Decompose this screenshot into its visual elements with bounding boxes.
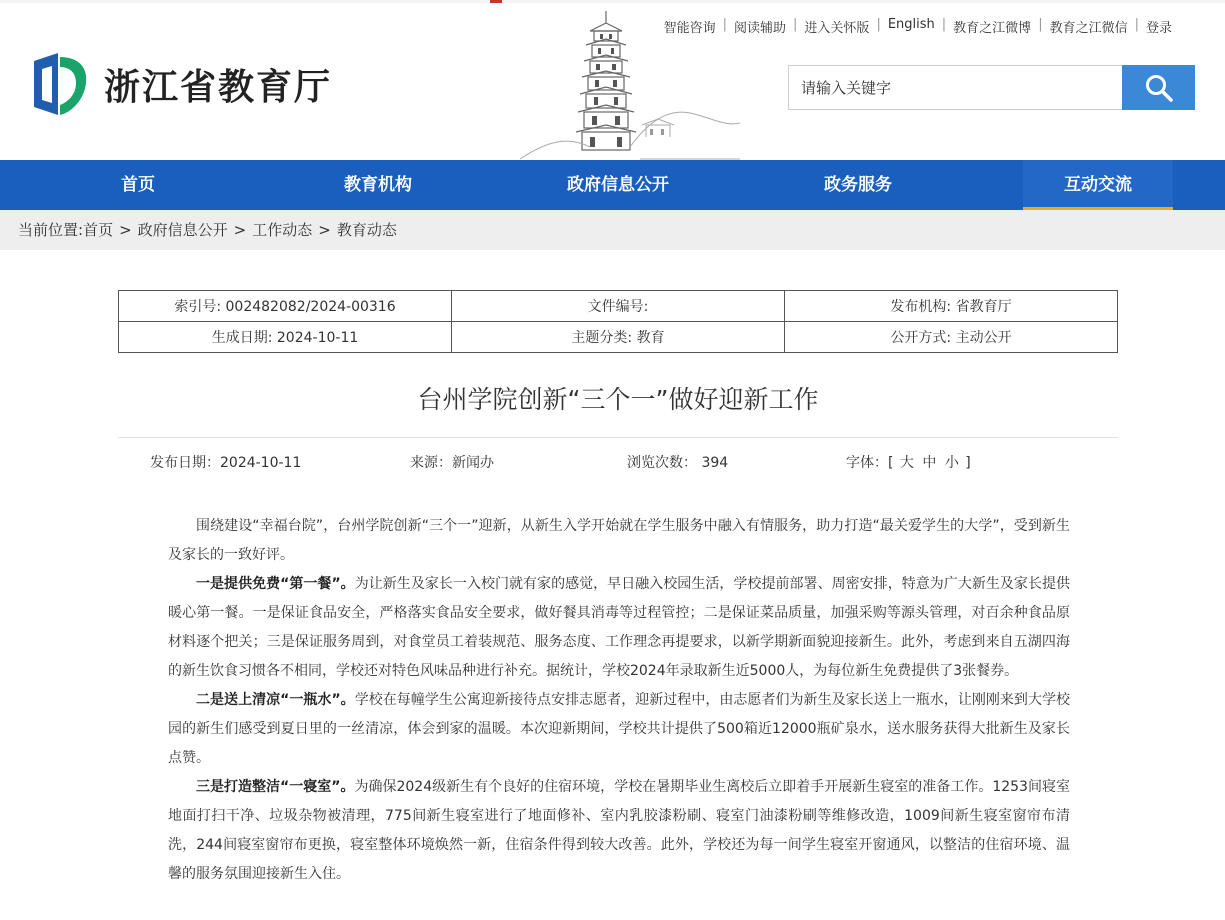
top-link-weibo[interactable]: 教育之江微博 xyxy=(953,21,1032,36)
logo-mark-icon xyxy=(28,51,90,117)
nav-item-institutions[interactable]: 教育机构 xyxy=(344,175,412,195)
breadcrumb-sep: > xyxy=(119,221,132,239)
font-size-close: ] xyxy=(965,455,971,471)
site-name: 浙江省教育厅 xyxy=(104,65,333,108)
meta-publisher: 发布机构: 省教育厅 xyxy=(785,291,1118,322)
paragraph-heading: 三是打造整洁“一寝室”。 xyxy=(196,779,355,795)
meta-open-mode: 公开方式: 主动公开 xyxy=(785,322,1118,353)
search-input[interactable] xyxy=(788,65,1122,110)
nav-item-services[interactable]: 政务服务 xyxy=(824,175,892,195)
nav-item-gov-info[interactable]: 政府信息公开 xyxy=(567,175,669,195)
main-nav xyxy=(0,160,1225,210)
paragraph-heading: 二是送上清凉“一瓶水”。 xyxy=(196,692,355,708)
top-link-care-version[interactable]: 进入关怀版 xyxy=(804,21,870,36)
font-large-button[interactable]: 大 xyxy=(899,455,914,471)
header xyxy=(0,3,1225,160)
search-icon xyxy=(1144,73,1174,103)
breadcrumb xyxy=(0,210,1225,250)
nav-item-home[interactable]: 首页 xyxy=(121,175,155,195)
paragraph-text: 学校在每幢学生公寓迎新接待点安排志愿者，迎新过程中，由志愿者们为新生及家长送上一瓶水，让刚刚来到大学校园的新生们感受到夏日里的一丝清凉，体会到家的温暖。本次迎新期间，学校共计提供了500箱近12000瓶矿泉水，送水服务获得大批新生及家长点赞。 xyxy=(168,692,1071,766)
font-small-button[interactable]: 小 xyxy=(944,455,959,471)
meta-category: 主题分类: 教育 xyxy=(452,322,785,353)
paragraph-text: 为确保2024级新生有个良好的住宿环境，学校在暑期毕业生离校后立即着手开展新生寝室的准备工作。1253间寝室地面打扫干净、垃圾杂物被清理，775间新生寝室进行了地面修补、室内乳胶漆粉刷、寝室门油漆粉刷等维修改造，1009间新生寝室窗帘布清洗，244间寝室窗帘布更换，寝室整体环境焕然一新，住宿条件得到较大改善。此外，学校还为每一间学生寝室开窗通风，以整洁的住宿环境、温馨的服务氛围迎接新生入住。 xyxy=(168,779,1070,882)
article-body xyxy=(168,512,1070,889)
meta-index-no: 索引号: 002482082/2024-00316 xyxy=(119,291,452,322)
top-link-wechat[interactable]: 教育之江微信 xyxy=(1049,21,1128,36)
top-link-english[interactable]: English xyxy=(887,17,935,32)
paragraph-text: 为让新生及家长一入校门就有家的感觉，早日融入校园生活，学校提前部署、周密安排，特意为广大新生及家长提供暖心第一餐。一是保证食品安全，严格落实食品安全要求，做好餐具消毒等过程管控；二是保证菜品质量，加强采购等源头管理，对百余种食品原材料逐个把关；三是保证服务周到，对食堂员工着装规范、服务态度、工作理念再提要求，以新学期新面貌迎接新生。此外，考虑到来自五湖四海的新生饮食习惯各不相同，学校还对特色风味品种进行补充。据统计，学校2024年录取新生近5000人，为每位新生免费提供了3张餐券。 xyxy=(168,576,1071,679)
breadcrumb-gov-info[interactable]: 政府信息公开 xyxy=(137,221,228,239)
breadcrumb-sep: > xyxy=(233,221,247,239)
publish-date: 发布日期：2024-10-11 xyxy=(150,455,302,471)
breadcrumb-prefix: 当前位置: xyxy=(18,221,84,239)
breadcrumb-work-news[interactable]: 工作动态 xyxy=(252,221,313,239)
title-divider xyxy=(118,437,1118,438)
view-count: 浏览次数： 394 xyxy=(627,455,729,471)
top-link-reading-aid[interactable]: 阅读辅助 xyxy=(734,21,787,36)
top-links: 智能咨询 | 阅读辅助 | 进入关怀版 | English | 教育之江微博 | 教育之江微信 | 登录 xyxy=(657,17,1179,36)
meta-doc-no: 文件编号: xyxy=(452,291,785,322)
font-medium-button[interactable]: 中 xyxy=(922,455,937,471)
article-paragraph xyxy=(168,773,1070,889)
font-size-control xyxy=(846,452,971,472)
breadcrumb-home[interactable]: 首页 xyxy=(83,221,114,239)
paragraph-heading: 一是提供免费“第一餐”。 xyxy=(196,576,355,592)
top-link-login[interactable]: 登录 xyxy=(1145,21,1172,36)
font-size-label: 字体：[ xyxy=(846,455,894,471)
document-meta-table xyxy=(118,290,1118,353)
site-logo[interactable] xyxy=(28,47,358,121)
search-button[interactable] xyxy=(1122,65,1195,110)
breadcrumb-sep: > xyxy=(318,221,331,239)
article-paragraph xyxy=(168,570,1070,686)
meta-created: 生成日期: 2024-10-11 xyxy=(119,322,452,353)
article-paragraph: 围绕建设“幸福台院”，台州学院创新“三个一”迎新，从新生入学开始就在学生服务中融入有情服务，助力打造“最关爱学生的大学”，受到新生及家长的一致好评。 xyxy=(168,518,1070,563)
article-source: 来源：新闻办 xyxy=(410,455,494,471)
nav-item-interaction[interactable]: 互动交流 xyxy=(1023,160,1173,210)
breadcrumb-edu-news[interactable]: 教育动态 xyxy=(336,221,397,239)
article-paragraph xyxy=(168,686,1070,773)
top-link-consult[interactable]: 智能咨询 xyxy=(663,21,716,36)
search-box xyxy=(788,65,1195,110)
article-title: 台州学院创新“三个一”做好迎新工作 xyxy=(417,385,819,414)
